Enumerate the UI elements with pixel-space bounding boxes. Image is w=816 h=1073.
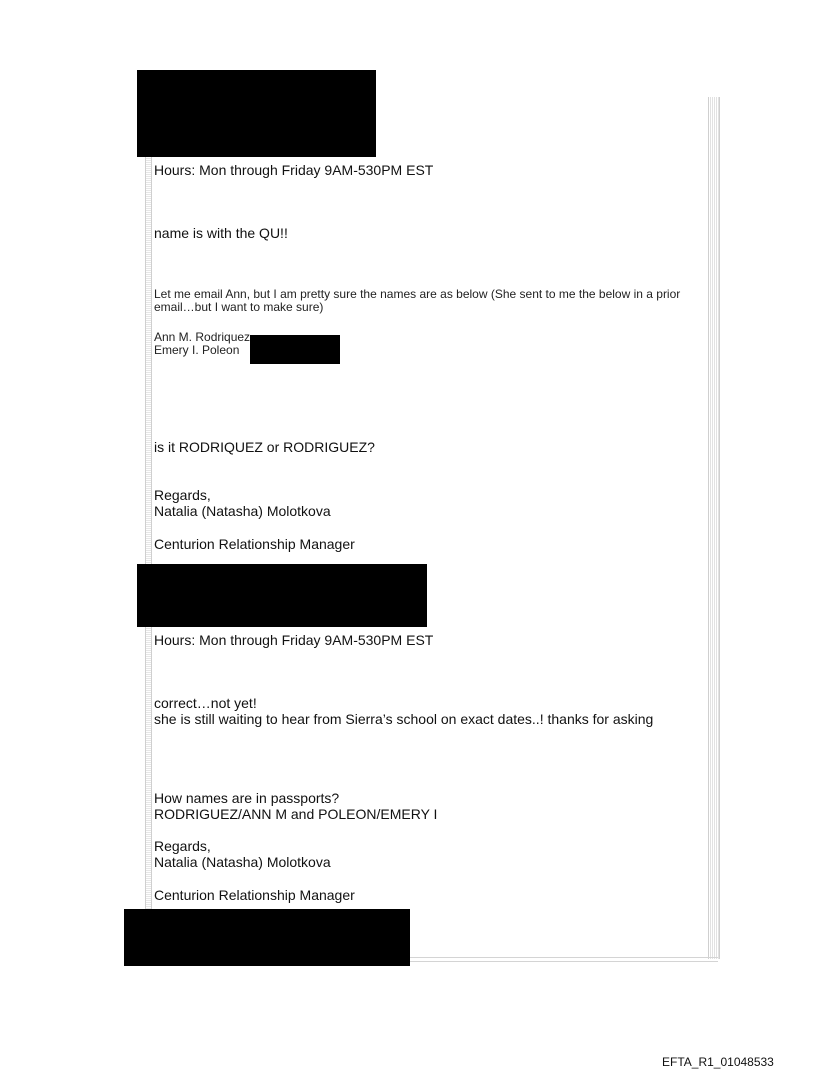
quote-border-right <box>708 97 720 959</box>
name-note: name is with the QU!! <box>154 225 288 241</box>
signature-name-2: Natalia (Natasha) Molotkova <box>154 854 331 870</box>
redaction-box-dob <box>250 335 340 364</box>
document-id: EFTA_R1_01048533 <box>662 1055 774 1069</box>
regards-text-1: Regards, <box>154 487 211 503</box>
signature-title-1: Centurion Relationship Manager <box>154 536 355 552</box>
email-line-1: Let me email Ann, but I am pretty sure the names are as below (She sent to me the below in a prior <box>154 287 681 301</box>
redaction-box-footer <box>124 909 410 966</box>
signature-title-2: Centurion Relationship Manager <box>154 887 355 903</box>
redaction-box-header-1 <box>137 70 376 157</box>
name-entry-1: Ann M. Rodriquez <box>154 330 251 344</box>
hours-text-2: Hours: Mon through Friday 9AM-530PM EST <box>154 632 434 648</box>
spelling-question: is it RODRIQUEZ or RODRIGUEZ? <box>154 439 375 455</box>
quote-border-left <box>145 97 152 959</box>
reply-line-2: she is still waiting to hear from Sierra’s school on exact dates..! thanks for asking <box>154 711 654 727</box>
name-entry-2: Emery I. Poleon <box>154 343 240 357</box>
passport-question: How names are in passports? <box>154 790 340 806</box>
passport-names: RODRIGUEZ/ANN M and POLEON/EMERY I <box>154 806 438 822</box>
regards-text-2: Regards, <box>154 838 211 854</box>
hours-text-1: Hours: Mon through Friday 9AM-530PM EST <box>154 162 434 178</box>
reply-line-1: correct…not yet! <box>154 695 257 711</box>
signature-name-1: Natalia (Natasha) Molotkova <box>154 503 331 519</box>
email-line-2: email…but I want to make sure) <box>154 300 324 314</box>
redaction-box-header-2 <box>137 564 427 627</box>
